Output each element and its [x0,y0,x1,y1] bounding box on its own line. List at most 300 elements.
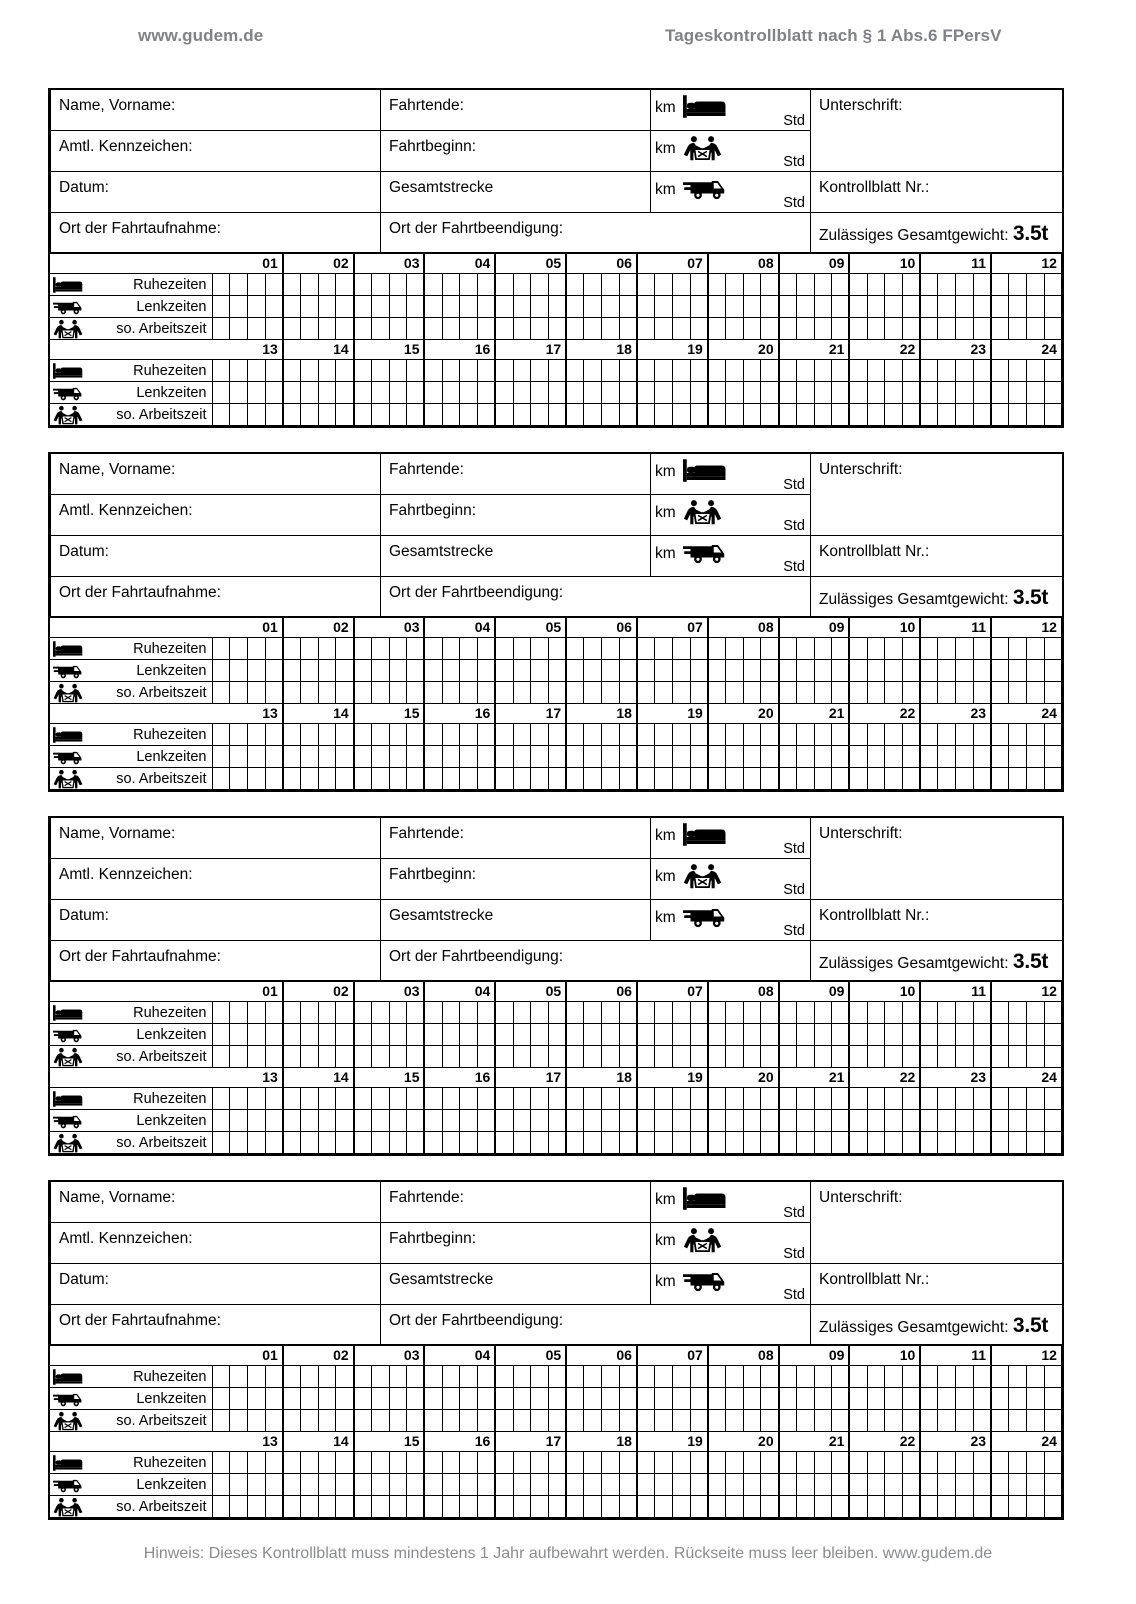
time-cell[interactable] [265,1474,283,1496]
time-cell[interactable] [956,1474,974,1496]
time-cell[interactable] [495,1410,513,1432]
time-cell[interactable] [602,360,620,382]
time-cell[interactable] [814,682,832,704]
time-cell[interactable] [779,274,797,296]
time-cell[interactable] [708,638,726,660]
time-cell[interactable] [655,1410,673,1432]
time-cell[interactable] [389,1110,407,1132]
time-cell[interactable] [531,1002,549,1024]
time-cell[interactable] [424,1046,442,1068]
time-cell[interactable] [460,1496,478,1518]
time-cell[interactable] [973,660,991,682]
trip-end-km-std-cell[interactable] [651,454,811,495]
time-cell[interactable] [814,1088,832,1110]
time-cell[interactable] [796,1474,814,1496]
time-cell[interactable] [637,1110,655,1132]
end-place-field-cell[interactable] [381,1305,811,1345]
time-cell[interactable] [247,274,265,296]
time-cell[interactable] [779,318,797,340]
time-cell[interactable] [318,382,336,404]
time-cell[interactable] [991,1088,1009,1110]
time-cell[interactable] [513,1496,531,1518]
time-cell[interactable] [672,1452,690,1474]
time-cell[interactable] [832,682,850,704]
time-cell[interactable] [371,768,389,790]
time-cell[interactable] [354,1388,372,1410]
time-cell[interactable] [920,1410,938,1432]
time-cell[interactable] [867,1410,885,1432]
time-cell[interactable] [849,660,867,682]
time-cell[interactable] [212,404,230,426]
time-cell[interactable] [301,768,319,790]
time-cell[interactable] [513,724,531,746]
time-cell[interactable] [1044,1496,1062,1518]
time-cell[interactable] [903,296,921,318]
time-cell[interactable] [460,1046,478,1068]
time-cell[interactable] [1027,404,1045,426]
time-cell[interactable] [743,1474,761,1496]
time-cell[interactable] [761,1474,779,1496]
time-cell[interactable] [371,1002,389,1024]
time-cell[interactable] [212,1046,230,1068]
time-cell[interactable] [1009,1132,1027,1154]
time-cell[interactable] [460,1366,478,1388]
time-cell[interactable] [726,682,744,704]
start-place-field-cell[interactable] [51,577,381,617]
time-cell[interactable] [584,382,602,404]
time-cell[interactable] [867,638,885,660]
time-cell[interactable] [407,296,425,318]
time-cell[interactable] [389,1388,407,1410]
time-cell[interactable] [230,1410,248,1432]
time-cell[interactable] [566,660,584,682]
time-cell[interactable] [743,1110,761,1132]
time-cell[interactable] [301,1496,319,1518]
time-cell[interactable] [407,1088,425,1110]
time-cell[interactable] [230,746,248,768]
time-cell[interactable] [548,1024,566,1046]
time-cell[interactable] [726,1024,744,1046]
time-cell[interactable] [265,660,283,682]
time-cell[interactable] [1044,768,1062,790]
time-cell[interactable] [885,318,903,340]
time-cell[interactable] [832,1366,850,1388]
time-cell[interactable] [619,638,637,660]
time-cell[interactable] [761,638,779,660]
time-cell[interactable] [230,1002,248,1024]
time-cell[interactable] [318,638,336,660]
time-cell[interactable] [655,768,673,790]
time-cell[interactable] [301,360,319,382]
time-cell[interactable] [690,1496,708,1518]
time-cell[interactable] [1009,360,1027,382]
time-cell[interactable] [743,274,761,296]
time-cell[interactable] [301,638,319,660]
time-cell[interactable] [548,724,566,746]
time-cell[interactable] [318,1388,336,1410]
time-cell[interactable] [708,724,726,746]
trip-end-field-cell[interactable] [381,90,651,131]
end-place-field-cell[interactable] [381,213,811,253]
time-cell[interactable] [513,746,531,768]
time-cell[interactable] [1044,1132,1062,1154]
time-cell[interactable] [531,1046,549,1068]
time-cell[interactable] [991,1452,1009,1474]
time-cell[interactable] [938,1496,956,1518]
time-cell[interactable] [283,660,301,682]
time-cell[interactable] [460,1002,478,1024]
time-cell[interactable] [796,1002,814,1024]
time-cell[interactable] [796,1496,814,1518]
time-cell[interactable] [779,1110,797,1132]
time-cell[interactable] [531,404,549,426]
time-cell[interactable] [495,382,513,404]
time-cell[interactable] [584,296,602,318]
time-cell[interactable] [230,274,248,296]
time-cell[interactable] [903,1366,921,1388]
time-cell[interactable] [495,1002,513,1024]
time-cell[interactable] [212,1132,230,1154]
time-cell[interactable] [761,404,779,426]
time-cell[interactable] [903,1388,921,1410]
time-cell[interactable] [672,1366,690,1388]
time-cell[interactable] [371,1410,389,1432]
time-cell[interactable] [761,296,779,318]
time-cell[interactable] [796,318,814,340]
time-cell[interactable] [602,1002,620,1024]
time-cell[interactable] [371,1110,389,1132]
time-cell[interactable] [637,1474,655,1496]
time-cell[interactable] [336,1496,354,1518]
time-cell[interactable] [938,1088,956,1110]
time-cell[interactable] [991,660,1009,682]
time-cell[interactable] [814,638,832,660]
time-cell[interactable] [318,1410,336,1432]
time-cell[interactable] [389,660,407,682]
time-cell[interactable] [265,682,283,704]
time-cell[interactable] [318,1088,336,1110]
time-cell[interactable] [1044,382,1062,404]
time-cell[interactable] [726,296,744,318]
time-cell[interactable] [301,1410,319,1432]
time-cell[interactable] [478,746,496,768]
time-cell[interactable] [247,318,265,340]
time-cell[interactable] [495,1474,513,1496]
time-cell[interactable] [301,660,319,682]
time-cell[interactable] [283,638,301,660]
time-cell[interactable] [1009,768,1027,790]
time-cell[interactable] [230,1088,248,1110]
time-cell[interactable] [1027,1452,1045,1474]
time-cell[interactable] [283,746,301,768]
time-cell[interactable] [690,1452,708,1474]
time-cell[interactable] [832,1452,850,1474]
time-cell[interactable] [265,746,283,768]
time-cell[interactable] [761,660,779,682]
time-cell[interactable] [247,724,265,746]
time-cell[interactable] [548,1452,566,1474]
time-cell[interactable] [779,1452,797,1474]
time-cell[interactable] [478,724,496,746]
time-cell[interactable] [283,296,301,318]
time-cell[interactable] [672,382,690,404]
time-cell[interactable] [247,382,265,404]
time-cell[interactable] [920,360,938,382]
time-cell[interactable] [903,274,921,296]
time-cell[interactable] [602,1388,620,1410]
time-cell[interactable] [371,360,389,382]
time-cell[interactable] [726,1388,744,1410]
time-cell[interactable] [920,1366,938,1388]
time-cell[interactable] [460,1024,478,1046]
time-cell[interactable] [371,404,389,426]
time-cell[interactable] [247,404,265,426]
time-cell[interactable] [301,1088,319,1110]
time-cell[interactable] [655,1496,673,1518]
time-cell[interactable] [247,1496,265,1518]
time-cell[interactable] [619,1002,637,1024]
time-cell[interactable] [602,1452,620,1474]
time-cell[interactable] [602,274,620,296]
date-field-cell[interactable] [51,172,381,213]
time-cell[interactable] [389,768,407,790]
time-cell[interactable] [354,1110,372,1132]
time-cell[interactable] [531,682,549,704]
time-cell[interactable] [212,1110,230,1132]
time-cell[interactable] [283,1388,301,1410]
time-cell[interactable] [973,382,991,404]
time-cell[interactable] [548,404,566,426]
time-cell[interactable] [708,682,726,704]
time-cell[interactable] [637,1452,655,1474]
time-cell[interactable] [212,296,230,318]
time-cell[interactable] [1044,1110,1062,1132]
time-cell[interactable] [602,1132,620,1154]
time-cell[interactable] [495,404,513,426]
time-cell[interactable] [726,1132,744,1154]
time-cell[interactable] [779,296,797,318]
time-cell[interactable] [495,274,513,296]
time-cell[interactable] [920,1088,938,1110]
time-cell[interactable] [849,768,867,790]
time-cell[interactable] [619,746,637,768]
time-cell[interactable] [743,1002,761,1024]
time-cell[interactable] [690,1366,708,1388]
time-cell[interactable] [301,1110,319,1132]
time-cell[interactable] [885,382,903,404]
time-cell[interactable] [779,360,797,382]
time-cell[interactable] [761,360,779,382]
time-cell[interactable] [566,768,584,790]
time-cell[interactable] [867,682,885,704]
time-cell[interactable] [849,1024,867,1046]
time-cell[interactable] [566,360,584,382]
time-cell[interactable] [389,1474,407,1496]
time-cell[interactable] [265,274,283,296]
time-cell[interactable] [726,638,744,660]
time-cell[interactable] [354,1002,372,1024]
time-cell[interactable] [336,1132,354,1154]
time-cell[interactable] [1027,382,1045,404]
time-cell[interactable] [779,638,797,660]
time-cell[interactable] [849,1002,867,1024]
time-cell[interactable] [938,1410,956,1432]
time-cell[interactable] [832,1002,850,1024]
time-cell[interactable] [956,1496,974,1518]
date-field-cell[interactable] [51,536,381,577]
time-cell[interactable] [991,1496,1009,1518]
time-cell[interactable] [690,1024,708,1046]
time-cell[interactable] [920,318,938,340]
time-cell[interactable] [566,638,584,660]
time-cell[interactable] [726,360,744,382]
time-cell[interactable] [903,1002,921,1024]
time-cell[interactable] [318,274,336,296]
time-cell[interactable] [301,1388,319,1410]
time-cell[interactable] [336,318,354,340]
time-cell[interactable] [743,660,761,682]
trip-begin-km-std-cell[interactable] [651,1223,811,1264]
time-cell[interactable] [814,318,832,340]
time-cell[interactable] [637,682,655,704]
time-cell[interactable] [655,1110,673,1132]
time-cell[interactable] [903,768,921,790]
time-cell[interactable] [938,382,956,404]
time-cell[interactable] [1009,1110,1027,1132]
time-cell[interactable] [548,638,566,660]
time-cell[interactable] [973,1452,991,1474]
time-cell[interactable] [619,404,637,426]
time-cell[interactable] [478,1088,496,1110]
time-cell[interactable] [885,1110,903,1132]
time-cell[interactable] [920,1474,938,1496]
time-cell[interactable] [513,1452,531,1474]
time-cell[interactable] [442,746,460,768]
time-cell[interactable] [442,1388,460,1410]
time-cell[interactable] [513,404,531,426]
time-cell[interactable] [761,1002,779,1024]
time-cell[interactable] [531,1132,549,1154]
sheet-number-cell[interactable] [811,900,1063,941]
time-cell[interactable] [283,1024,301,1046]
time-cell[interactable] [973,746,991,768]
time-cell[interactable] [336,746,354,768]
time-cell[interactable] [920,1110,938,1132]
time-cell[interactable] [867,360,885,382]
time-cell[interactable] [283,274,301,296]
time-cell[interactable] [761,1110,779,1132]
time-cell[interactable] [973,1132,991,1154]
time-cell[interactable] [779,660,797,682]
time-cell[interactable] [619,682,637,704]
time-cell[interactable] [743,1366,761,1388]
time-cell[interactable] [301,296,319,318]
time-cell[interactable] [637,1366,655,1388]
time-cell[interactable] [796,296,814,318]
time-cell[interactable] [743,404,761,426]
time-cell[interactable] [743,1452,761,1474]
time-cell[interactable] [655,1388,673,1410]
time-cell[interactable] [1027,318,1045,340]
trip-begin-field-cell[interactable] [381,495,651,536]
time-cell[interactable] [1009,1388,1027,1410]
time-cell[interactable] [584,1388,602,1410]
time-cell[interactable] [814,360,832,382]
time-cell[interactable] [779,682,797,704]
time-cell[interactable] [690,746,708,768]
time-cell[interactable] [655,1366,673,1388]
time-cell[interactable] [265,1046,283,1068]
time-cell[interactable] [318,1366,336,1388]
time-cell[interactable] [761,1452,779,1474]
time-cell[interactable] [726,274,744,296]
time-cell[interactable] [867,1474,885,1496]
time-cell[interactable] [531,638,549,660]
time-cell[interactable] [336,768,354,790]
time-cell[interactable] [389,1046,407,1068]
trip-begin-km-std-cell[interactable] [651,495,811,536]
time-cell[interactable] [336,1110,354,1132]
time-cell[interactable] [548,1088,566,1110]
time-cell[interactable] [708,660,726,682]
time-cell[interactable] [460,768,478,790]
time-cell[interactable] [548,1132,566,1154]
time-cell[interactable] [672,724,690,746]
time-cell[interactable] [531,274,549,296]
time-cell[interactable] [336,682,354,704]
time-cell[interactable] [442,660,460,682]
time-cell[interactable] [389,404,407,426]
time-cell[interactable] [548,274,566,296]
time-cell[interactable] [212,660,230,682]
time-cell[interactable] [424,1024,442,1046]
time-cell[interactable] [779,1132,797,1154]
time-cell[interactable] [354,746,372,768]
time-cell[interactable] [849,1088,867,1110]
time-cell[interactable] [389,746,407,768]
time-cell[interactable] [566,682,584,704]
time-cell[interactable] [478,274,496,296]
time-cell[interactable] [513,1002,531,1024]
time-cell[interactable] [708,1452,726,1474]
time-cell[interactable] [584,274,602,296]
time-cell[interactable] [1009,274,1027,296]
time-cell[interactable] [779,746,797,768]
time-cell[interactable] [442,768,460,790]
time-cell[interactable] [903,1132,921,1154]
time-cell[interactable] [637,318,655,340]
time-cell[interactable] [336,1046,354,1068]
time-cell[interactable] [478,682,496,704]
time-cell[interactable] [761,318,779,340]
time-cell[interactable] [761,1132,779,1154]
time-cell[interactable] [1027,1024,1045,1046]
time-cell[interactable] [991,746,1009,768]
time-cell[interactable] [938,274,956,296]
time-cell[interactable] [548,318,566,340]
time-cell[interactable] [1027,1002,1045,1024]
time-cell[interactable] [1027,1496,1045,1518]
time-cell[interactable] [1009,1046,1027,1068]
time-cell[interactable] [230,1366,248,1388]
time-cell[interactable] [920,1002,938,1024]
time-cell[interactable] [619,1474,637,1496]
time-cell[interactable] [743,682,761,704]
time-cell[interactable] [424,1496,442,1518]
time-cell[interactable] [584,638,602,660]
time-cell[interactable] [212,746,230,768]
time-cell[interactable] [460,318,478,340]
